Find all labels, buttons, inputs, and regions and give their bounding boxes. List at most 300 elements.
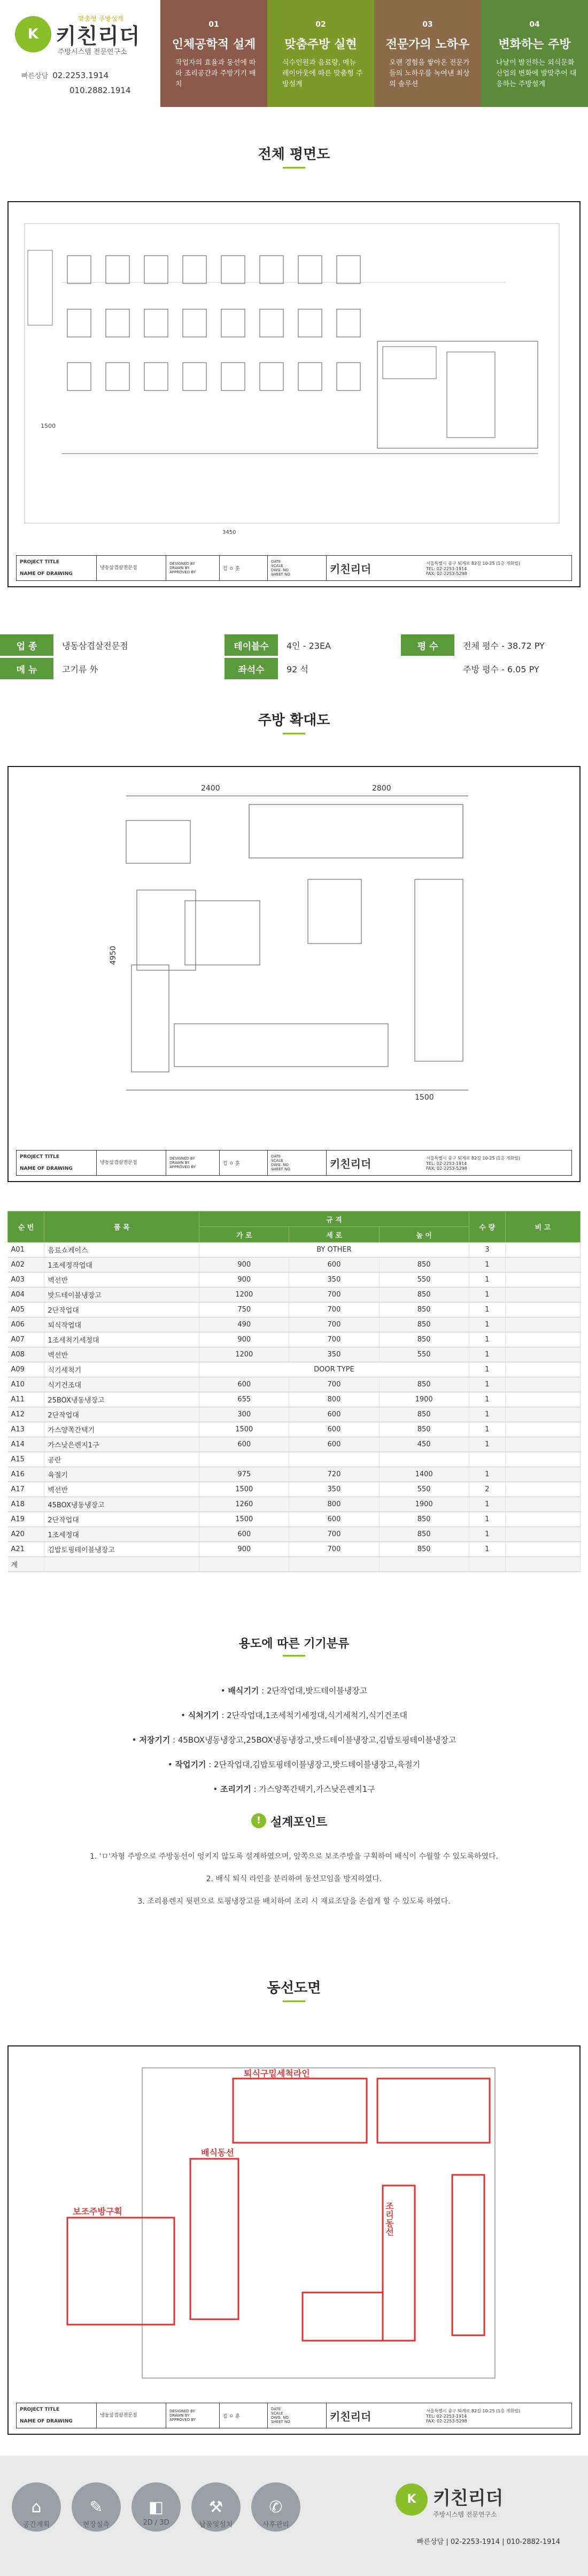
name-label: NAME OF DRAWING — [20, 2419, 73, 2424]
tb-address: 서울특별시 중구 퇴계로 82길 10-25 (1층 개화빌) — [426, 561, 520, 566]
project-label: PROJECT TITLE — [20, 1154, 60, 1160]
feature-desc: 나날이 발전하는 외식문화 산업의 변화에 발맞추어 대응하는 주방설계 — [496, 59, 577, 88]
cell-note — [505, 1302, 580, 1317]
cell-item: 식기건조대 — [44, 1377, 199, 1392]
points-title: 설계포인트 — [270, 1816, 328, 1829]
service-label: 현장실측 — [82, 2521, 110, 2529]
project-value: 냉동삼겹살전문점 — [100, 565, 137, 571]
usage-value: 가스양쪽간택기,가스낮은렌지1구 — [259, 1784, 375, 1794]
cell-height: 850 — [379, 1422, 469, 1437]
dining-table — [221, 363, 245, 390]
dining-table — [144, 363, 168, 390]
cell-item: 퇴식작업대 — [44, 1317, 199, 1332]
cell-height: 550 — [379, 1347, 469, 1362]
col-item: 품 목 — [44, 1212, 199, 1243]
cell-height: 550 — [379, 1482, 469, 1497]
tb-tel: TEL: 02-2253-1914 — [426, 566, 467, 571]
footer-brand-sub: 주방시스템 전문연구소 — [433, 2511, 497, 2518]
brand-sub: 주방시스템 전문연구소 — [58, 48, 127, 56]
cell-width: 1260 — [199, 1497, 289, 1512]
page-footer — [0, 2456, 588, 2576]
service-icon: ✎ — [89, 2497, 103, 2517]
cell-qty — [469, 1557, 505, 1572]
cell-qty: 1 — [469, 1542, 505, 1557]
col-depth: 세 로 — [289, 1227, 379, 1243]
title-block — [16, 1150, 572, 1176]
feature-box-3 — [374, 0, 481, 107]
usage-label: 식처기기 — [188, 1711, 219, 1720]
footer-logo[interactable] — [407, 2483, 504, 2519]
equipment-table — [7, 1211, 581, 1572]
cell-item: 1조세정작업대 — [44, 1258, 199, 1272]
cell-depth: 600 — [289, 1258, 379, 1272]
cell-no: A18 — [8, 1497, 44, 1512]
cell-note — [505, 1452, 580, 1467]
approved-label: APPROVED BY — [169, 2418, 196, 2422]
project-value: 냉동삼겹살전문점 — [100, 1160, 137, 1166]
cell-height — [379, 1557, 469, 1572]
usage-item: • 저장기기 : 45BOX냉동냉장고,25BOX냉동냉장고,밧드테이블냉장고,김밥토핑테이블냉장고 — [131, 1735, 457, 1745]
cell-item: 김밥토핑테이블냉장고 — [44, 1542, 199, 1557]
cell-no: A16 — [8, 1467, 44, 1482]
dining-table — [67, 309, 91, 337]
cell-height: 850 — [379, 1542, 469, 1557]
cell-depth — [289, 1557, 379, 1572]
service-label: 공간계획 — [22, 2521, 50, 2529]
feature-desc: 식수인원과 음료량, 메뉴 레이아웃에 따른 맞춤형 주방설계 — [282, 59, 363, 88]
project-label: PROJECT TITLE — [20, 559, 60, 565]
zoom-title: 주방 확대도 — [258, 712, 330, 729]
flow-svg — [9, 2046, 579, 2394]
cell-no: A03 — [8, 1272, 44, 1287]
cell-note — [505, 1392, 580, 1407]
feature-title: 인체공학적 설계 — [172, 38, 256, 51]
cell-width: 1200 — [199, 1287, 289, 1302]
cell-no: A12 — [8, 1407, 44, 1422]
cell-width: 750 — [199, 1302, 289, 1317]
name-label: NAME OF DRAWING — [20, 1166, 73, 1171]
cell-qty: 1 — [469, 1422, 505, 1437]
cell-width: 600 — [199, 1377, 289, 1392]
svg-text:1500: 1500 — [41, 423, 56, 430]
cell-qty — [469, 1452, 505, 1467]
service-label: 2D / 3D — [143, 2519, 169, 2527]
flow-label-2: 배식동선 — [201, 2148, 234, 2158]
drawn-label: DRAWN BY — [169, 566, 190, 570]
info-label: 평 수 — [401, 634, 454, 656]
service-icon: ⚒ — [208, 2497, 223, 2517]
info-value: 주방 평수 - 6.05 PY — [463, 664, 539, 674]
cell-note — [505, 1422, 580, 1437]
feature-desc: 작업자의 효율과 동선에 따라 조리공간과 주방기기 배치 — [175, 59, 256, 88]
cell-width: 490 — [199, 1317, 289, 1332]
table-row — [8, 1392, 581, 1407]
sheet-label: SHEET NO — [271, 572, 290, 577]
dwg-label: DWG. NO — [271, 568, 289, 572]
cell-qty: 1 — [469, 1377, 505, 1392]
cell-item: 벽선반 — [44, 1347, 199, 1362]
footer-contact[interactable]: 빠른상담 | 02-2253-1914 | 010-2882-1914 — [417, 2538, 560, 2546]
flow-label-3: 조리동선 — [384, 2202, 394, 2236]
footer-logo-badge-icon: K — [396, 2483, 428, 2516]
designed-label: DESIGNED BY — [169, 562, 195, 566]
cell-depth: 800 — [289, 1497, 379, 1512]
table-row — [8, 1347, 581, 1362]
table-row — [8, 1317, 581, 1332]
usage-label: 조리기기 — [220, 1784, 251, 1794]
cell-qty: 1 — [469, 1392, 505, 1407]
dining-table — [221, 309, 245, 337]
feature-box-1 — [160, 0, 267, 107]
cell-height: 850 — [379, 1512, 469, 1527]
sheet-label: SHEET NO — [271, 2420, 290, 2424]
brand-logo[interactable] — [15, 11, 143, 70]
cell-depth: 600 — [289, 1437, 379, 1452]
cell-note — [505, 1437, 580, 1452]
cell-note — [505, 1377, 580, 1392]
tb-brand: 키친리더 — [330, 562, 372, 576]
usage-item: • 식처기기 : 2단작업대,1조세척기세정대,식기세척기,식기건조대 — [181, 1711, 407, 1720]
date-label: DATE — [271, 559, 281, 564]
info-label: 업 종 — [0, 634, 53, 656]
cell-no: A13 — [8, 1422, 44, 1437]
cell-qty: 1 — [469, 1302, 505, 1317]
svg-text:1500: 1500 — [415, 1093, 434, 1102]
table-row — [8, 1482, 581, 1497]
dwg-label: DWG. NO — [271, 1163, 289, 1167]
contact-label: 빠른상담 — [21, 72, 49, 80]
logo-badge-icon: K — [15, 16, 51, 52]
cell-depth — [289, 1452, 379, 1467]
info-row-1 — [0, 634, 588, 656]
designed-label: DESIGNED BY — [169, 1156, 195, 1161]
cell-depth: 600 — [289, 1422, 379, 1437]
cell-width: 900 — [199, 1272, 289, 1287]
info-label: 메 뉴 — [0, 658, 53, 679]
usage-item: • 작업기기 : 2단작업대,김밥토핑테이블냉장고,밧드테이블냉장고,육절기 — [167, 1760, 421, 1769]
cell-note — [505, 1542, 580, 1557]
dining-table — [337, 363, 360, 390]
cell-note — [505, 1272, 580, 1287]
cell-note — [505, 1362, 580, 1377]
cell-qty: 3 — [469, 1243, 505, 1258]
info-value: 4인 - 23EA — [287, 640, 331, 651]
cell-width — [199, 1557, 289, 1572]
cell-spec: BY OTHER — [199, 1243, 469, 1258]
flow-drawing — [7, 2045, 581, 2435]
usage-item: • 조리기기 : 가스양쪽간택기,가스낮은렌지1구 — [213, 1784, 375, 1794]
cell-qty: 1 — [469, 1437, 505, 1452]
service-label: 사후관리 — [262, 2521, 290, 2529]
cell-qty: 1 — [469, 1362, 505, 1377]
cell-depth: 800 — [289, 1392, 379, 1407]
scale-label: SCALE — [271, 1159, 283, 1163]
svg-text:2400: 2400 — [201, 784, 220, 793]
title-divider — [283, 733, 305, 734]
info-label: 좌석수 — [225, 658, 278, 679]
table-row — [8, 1512, 581, 1527]
cell-width — [199, 1452, 289, 1467]
table-row — [8, 1527, 581, 1542]
table-row — [8, 1497, 581, 1512]
flow-label-1: 퇴식구밑세척라인 — [244, 2068, 310, 2079]
cell-height: 850 — [379, 1258, 469, 1272]
dining-table — [221, 256, 245, 283]
cell-no: A15 — [8, 1452, 44, 1467]
feature-number: 04 — [529, 20, 540, 29]
drawn-label: DRAWN BY — [169, 2413, 190, 2418]
cell-note — [505, 1332, 580, 1347]
dining-table — [260, 309, 283, 337]
usage-item: • 배식기기 : 2단작업대,밧드테이블냉장고 — [220, 1686, 368, 1696]
cell-depth: 700 — [289, 1317, 379, 1332]
dining-table — [106, 309, 129, 337]
cell-width: 600 — [199, 1527, 289, 1542]
project-label: PROJECT TITLE — [20, 2407, 60, 2412]
table-row — [8, 1243, 581, 1258]
dining-table — [183, 363, 206, 390]
cell-height: 850 — [379, 1407, 469, 1422]
feature-box-2 — [267, 0, 374, 107]
col-spec: 규 격 — [199, 1212, 469, 1227]
cell-item: 2단작업대 — [44, 1512, 199, 1527]
name-label: NAME OF DRAWING — [20, 571, 73, 577]
col-height: 높 이 — [379, 1227, 469, 1243]
sheet-label: SHEET NO — [271, 1167, 290, 1171]
cell-height — [379, 1452, 469, 1467]
plan-title: 전체 평면도 — [258, 147, 330, 163]
cell-width: 900 — [199, 1332, 289, 1347]
cell-qty: 2 — [469, 1482, 505, 1497]
table-row — [8, 1362, 581, 1377]
info-value: 냉동삼겹살전문점 — [62, 640, 128, 651]
cell-qty: 1 — [469, 1527, 505, 1542]
col-note: 비 고 — [505, 1212, 580, 1243]
cell-no: A21 — [8, 1542, 44, 1557]
cell-note — [505, 1287, 580, 1302]
feature-title: 전문가의 노하우 — [385, 38, 470, 51]
cell-depth: 700 — [289, 1332, 379, 1347]
designer-value: 김 ㅇ 훈 — [223, 1161, 240, 1167]
cell-qty: 1 — [469, 1497, 505, 1512]
dining-table — [298, 363, 322, 390]
cell-height: 850 — [379, 1527, 469, 1542]
scale-label: SCALE — [271, 564, 283, 568]
cell-depth: 600 — [289, 1512, 379, 1527]
cell-height: 1400 — [379, 1467, 469, 1482]
feature-number: 03 — [422, 20, 433, 29]
dining-table — [260, 363, 283, 390]
point-item: 1. 'ㅁ'자형 주방으로 주방동선이 엉키지 않도록 설계하였으며, 앞쪽으로 보조주방을 구획하여 배식이 수월할 수 있도록하였다. — [89, 1852, 498, 1861]
cell-depth: 720 — [289, 1467, 379, 1482]
cell-note — [505, 1512, 580, 1527]
dining-table — [260, 256, 283, 283]
cell-height: 450 — [379, 1437, 469, 1452]
info-value: 고기류 外 — [62, 664, 98, 674]
cell-no: A19 — [8, 1512, 44, 1527]
cell-height: 850 — [379, 1287, 469, 1302]
title-block — [16, 555, 572, 581]
cell-height: 850 — [379, 1317, 469, 1332]
cell-no: A14 — [8, 1437, 44, 1452]
tb-address: 서울특별시 중구 퇴계로 82길 10-25 (1층 개화빌) — [426, 1155, 520, 1161]
cell-item: 1조세정대 — [44, 1527, 199, 1542]
dining-table — [298, 256, 322, 283]
cell-no: A11 — [8, 1392, 44, 1407]
cell-height: 1900 — [379, 1497, 469, 1512]
cell-width: 300 — [199, 1407, 289, 1422]
dining-table — [337, 256, 360, 283]
cell-no: A07 — [8, 1332, 44, 1347]
col-width: 가 로 — [199, 1227, 289, 1243]
title-block — [16, 2403, 572, 2428]
cell-item: 벽선반 — [44, 1482, 199, 1497]
cell-qty: 1 — [469, 1467, 505, 1482]
flow-title: 동선도면 — [267, 1980, 321, 1996]
cell-item: 가스양쪽간택기 — [44, 1422, 199, 1437]
cell-height: 850 — [379, 1377, 469, 1392]
cell-note — [505, 1467, 580, 1482]
approved-label: APPROVED BY — [169, 1165, 196, 1169]
dining-table — [183, 309, 206, 337]
table-row — [8, 1377, 581, 1392]
cell-item: 2단작업대 — [44, 1407, 199, 1422]
cell-no: A08 — [8, 1347, 44, 1362]
usage-label: 저장기기 — [139, 1735, 171, 1745]
cell-no: A06 — [8, 1317, 44, 1332]
dining-table — [106, 256, 129, 283]
tb-fax: FAX: 02-2253-5298 — [426, 571, 467, 576]
cell-no: A17 — [8, 1482, 44, 1497]
cell-depth: 700 — [289, 1287, 379, 1302]
cell-height: 850 — [379, 1332, 469, 1347]
cell-item: 45BOX냉동냉장고 — [44, 1497, 199, 1512]
table-row — [8, 1542, 581, 1557]
footer-brand-name: 키친리더 — [433, 2488, 504, 2509]
cell-qty: 1 — [469, 1258, 505, 1272]
cell-note — [505, 1497, 580, 1512]
usage-value: 45BOX냉동냉장고,25BOX냉동냉장고,밧드테이블냉장고,김밥토핑테이블냉장고 — [177, 1735, 457, 1745]
feature-number: 02 — [315, 20, 326, 29]
cell-depth: 700 — [289, 1302, 379, 1317]
cell-item: 2단작업대 — [44, 1302, 199, 1317]
table-row — [8, 1272, 581, 1287]
cell-qty: 1 — [469, 1347, 505, 1362]
dining-table — [106, 363, 129, 390]
cell-no: A10 — [8, 1377, 44, 1392]
cell-note — [505, 1258, 580, 1272]
dining-table — [183, 256, 206, 283]
cell-width: 975 — [199, 1467, 289, 1482]
usage-value: 2단작업대,밧드테이블냉장고 — [266, 1686, 368, 1696]
cell-depth: 350 — [289, 1482, 379, 1497]
cell-width: 600 — [199, 1437, 289, 1452]
floor-plan-drawing — [7, 201, 581, 587]
kitchen-zoom-svg — [9, 767, 579, 1141]
service-label: 납품및설치 — [199, 2521, 233, 2529]
table-row — [8, 1407, 581, 1422]
table-row — [8, 1437, 581, 1452]
cell-note — [505, 1407, 580, 1422]
cell-width: 1500 — [199, 1482, 289, 1497]
cell-spec: DOOR TYPE — [199, 1362, 469, 1377]
cell-item: 벽선반 — [44, 1272, 199, 1287]
cell-note — [505, 1347, 580, 1362]
brand-tag: 맞춤형 주방설계 — [78, 15, 123, 22]
cell-item: 식기세척기 — [44, 1362, 199, 1377]
cell-note — [505, 1557, 580, 1572]
cell-width: 655 — [199, 1392, 289, 1407]
title-divider — [283, 2000, 305, 2002]
cell-no: A05 — [8, 1302, 44, 1317]
cell-qty: 1 — [469, 1287, 505, 1302]
cell-note — [505, 1317, 580, 1332]
cell-width: 900 — [199, 1542, 289, 1557]
tb-tel: TEL: 02-2253-1914 — [426, 2413, 467, 2419]
usage-title: 용도에 따른 기기분류 — [238, 1637, 350, 1651]
project-value: 냉동삼겹살전문점 — [100, 2413, 137, 2418]
cell-qty: 1 — [469, 1272, 505, 1287]
point-item: 3. 조리용렌지 뒷편으로 토핑냉장고를 배치하여 조리 시 재료조달을 손쉽게 할 수 있도록 하였다. — [137, 1897, 451, 1906]
cell-depth: 350 — [289, 1272, 379, 1287]
cell-item: 밧드테이블냉장고 — [44, 1287, 199, 1302]
feature-title: 맞춤주방 실현 — [284, 38, 357, 51]
cell-no: A02 — [8, 1258, 44, 1272]
phone-2[interactable]: 010.2882.1914 — [69, 86, 131, 95]
table-row — [8, 1467, 581, 1482]
cell-note — [505, 1482, 580, 1497]
phone-1[interactable]: 02.2253.1914 — [52, 71, 109, 80]
usage-label: 배식기기 — [228, 1686, 259, 1696]
cell-height: 850 — [379, 1302, 469, 1317]
designer-value: 김 ㅇ 훈 — [223, 2413, 240, 2419]
info-label: 테이블수 — [225, 634, 278, 656]
dining-table — [298, 309, 322, 337]
tb-fax: FAX: 02-2253-5298 — [426, 2418, 467, 2424]
table-row — [8, 1302, 581, 1317]
cell-no: A20 — [8, 1527, 44, 1542]
cell-item: 25BOX냉동냉장고 — [44, 1392, 199, 1407]
table-row — [8, 1452, 581, 1467]
dwg-label: DWG. NO — [271, 2416, 289, 2420]
flow-label-4: 보조주방구획 — [73, 2206, 122, 2217]
tb-address: 서울특별시 중구 퇴계로 82길 10-25 (1층 개화빌) — [426, 2408, 520, 2413]
service-icon: ⌂ — [31, 2497, 42, 2517]
usage-value: 2단작업대,1조세척기세정대,식기세척기,식기건조대 — [227, 1711, 407, 1720]
cell-no: A01 — [8, 1243, 44, 1258]
cell-width: 1500 — [199, 1512, 289, 1527]
cell-no: A09 — [8, 1362, 44, 1377]
date-label: DATE — [271, 1154, 281, 1159]
usage-label: 작업기기 — [175, 1760, 206, 1769]
info-value: 92 석 — [287, 664, 308, 674]
drawn-label: DRAWN BY — [169, 1161, 190, 1165]
service-icon: ◧ — [148, 2497, 164, 2517]
cell-qty: 1 — [469, 1332, 505, 1347]
title-divider — [283, 167, 305, 168]
cell-height: 1900 — [379, 1392, 469, 1407]
cell-depth: 700 — [289, 1542, 379, 1557]
contact-info — [21, 68, 131, 97]
title-divider — [283, 1655, 305, 1657]
point-item: 2. 배식 퇴식 라인을 분리하여 동선꼬임을 방지하였다. — [206, 1875, 382, 1883]
cell-no: A04 — [8, 1287, 44, 1302]
svg-text:2800: 2800 — [372, 784, 391, 793]
usage-value: 2단작업대,김밥토핑테이블냉장고,밧드테이블냉장고,육절기 — [214, 1760, 421, 1769]
cell-item: 1조세척기세정대 — [44, 1332, 199, 1347]
cell-no: 계 — [8, 1557, 44, 1572]
tb-fax: FAX: 02-2253-5298 — [426, 1166, 467, 1171]
